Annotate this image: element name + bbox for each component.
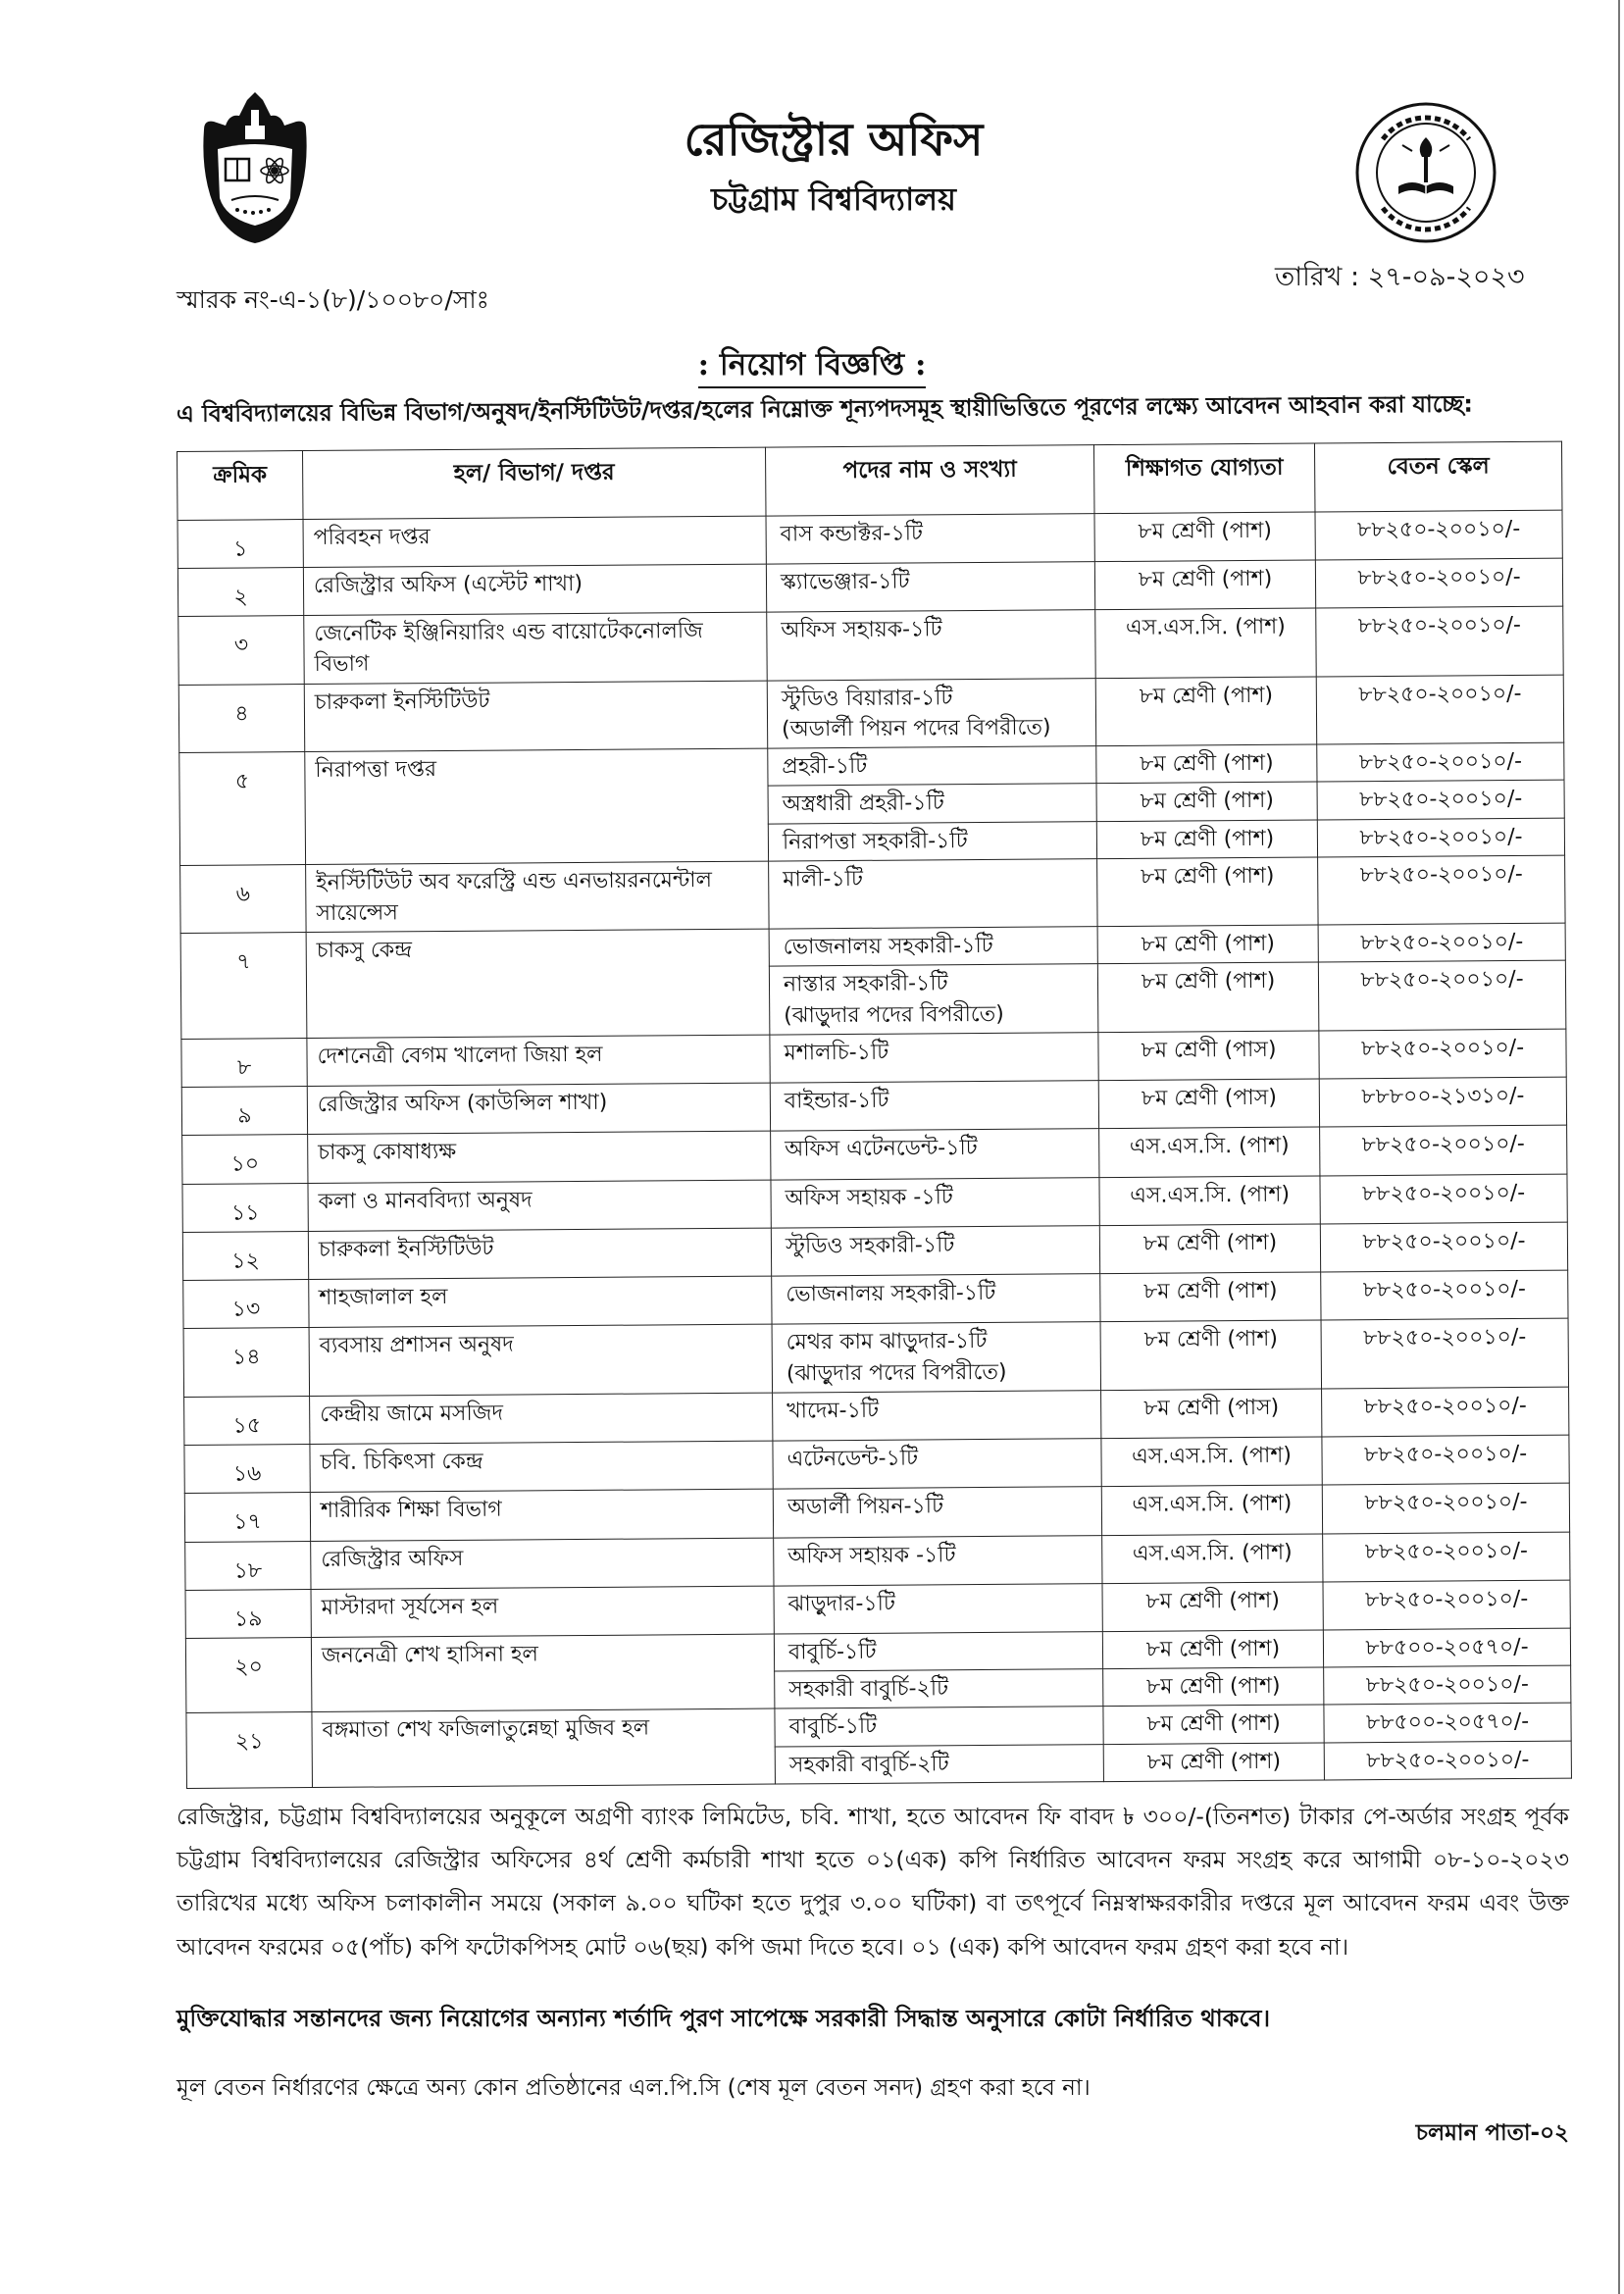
cell-office: ব্যবসায় প্রশাসন অনুষদ — [309, 1324, 772, 1396]
table-row — [178, 606, 1563, 685]
cell-qualification: ৮ম শ্রেণী (পাশ) — [1102, 1582, 1323, 1632]
cell-pay-scale: ৮৮২৫০-২০০১০/- — [1320, 1174, 1567, 1224]
cell-qualification: ৮ম শ্রেণী (পাশ) — [1094, 560, 1315, 610]
vacancy-table-body — [178, 510, 1571, 1789]
office-title: রেজিস্ট্রার অফিস — [684, 113, 984, 166]
university-name: চট্টগ্রাম বিশ্ববিদ্যালয় — [711, 180, 956, 218]
post-name: বাস কন্ডাক্টর-১টি — [780, 521, 924, 547]
post-name: অফিস সহায়ক-১টি — [781, 617, 942, 643]
cell-pay-scale: ৮৮২৫০-২০০১০/- — [1323, 1532, 1570, 1582]
university-logo — [196, 90, 314, 247]
cell-serial: ১৭ — [184, 1493, 310, 1542]
post-name: ভোজনালয় সহকারী-১টি — [786, 1281, 996, 1307]
post-name: ঝাড়ুদার-১টি — [787, 1591, 896, 1617]
cell-post — [769, 964, 1098, 1035]
cell-qualification: ৮ম শ্রেণী (পাশ) — [1096, 744, 1317, 784]
cell-office: রেজিস্ট্রার অফিস (এস্টেট শাখা) — [303, 564, 766, 616]
cell-pay-scale: ৮৮২৫০-২০০১০/- — [1319, 1029, 1566, 1079]
cell-serial: ৫ — [179, 752, 306, 866]
cell-office: জেনেটিক ইঞ্জিনিয়ারিং এন্ড বায়োটেকনোলজি বিভাগ — [304, 612, 767, 684]
cell-pay-scale: ৮৮২৫০-২০০১০/- — [1318, 961, 1566, 1031]
cell-office: রেজিস্ট্রার অফিস (কাউন্সিল শাখা) — [307, 1083, 770, 1135]
cell-post — [770, 1033, 1098, 1084]
cell-post — [771, 1177, 1099, 1228]
cell-office: পরিবহন দপ্তর — [303, 516, 766, 568]
cell-qualification: ৮ম শ্রেণী (পাশ) — [1100, 1272, 1321, 1322]
cell-serial: ৭ — [180, 933, 307, 1040]
cell-post — [775, 1669, 1103, 1709]
cell-qualification: ৮ম শ্রেণী (পাশ) — [1103, 1743, 1324, 1782]
post-name: এটেনডেন্ট-১টি — [787, 1446, 919, 1472]
cell-qualification: ৮ম শ্রেণী (পাশ) — [1097, 857, 1319, 927]
cell-qualification: ৮ম শ্রেণী (পাস) — [1101, 1389, 1322, 1439]
cell-qualification: ৮ম শ্রেণী (পাশ) — [1102, 1630, 1323, 1669]
cell-qualification: ৮ম শ্রেণী (পাস) — [1098, 1031, 1319, 1081]
cell-qualification: এস.এস.সি. (পাশ) — [1101, 1485, 1322, 1535]
cell-serial: ৮ — [181, 1038, 307, 1087]
quota-note: মুক্তিযোদ্ধার সন্তানদের জন্য নিয়োগের অন্যান্য শর্তাদি পুরণ সাপেক্ষে সরকারী সিদ্ধান্ত অনুসারে কোটা নির্ধারিত থাকবে। — [177, 2005, 1271, 2032]
cell-office: চাকসু কোষাধ্যক্ষ — [308, 1131, 771, 1183]
cell-post — [772, 1274, 1100, 1325]
post-name: সহকারী বাবুর্চি-২টি — [788, 1751, 949, 1778]
cell-post — [774, 1583, 1102, 1634]
cell-serial: ৬ — [180, 864, 307, 933]
cell-post — [768, 746, 1096, 787]
cell-pay-scale: ৮৮২৫০-২০০১০/- — [1322, 1435, 1569, 1485]
cell-post — [775, 1707, 1103, 1747]
memo-number: স্মারক নং-এ-১(৮)/১০০৮০/সাঃ — [177, 285, 489, 314]
cell-qualification: ৮ম শ্রেণী (পাশ) — [1097, 962, 1319, 1032]
cell-office: কলা ও মানববিদ্যা অনুষদ — [308, 1180, 771, 1232]
cell-post — [770, 1081, 1098, 1132]
cell-serial: ১৬ — [184, 1445, 310, 1494]
cell-pay-scale: ৮৮২৫০-২০০১০/- — [1317, 818, 1564, 857]
cell-office: ইনস্টিটিউট অব ফরেস্ট্রি এন্ড এনভায়রনমেন্টাল সায়েন্সেস — [306, 861, 769, 933]
cell-post — [773, 1439, 1101, 1490]
cell-office: চবি. চিকিৎসা কেন্দ্র — [310, 1441, 773, 1493]
cell-pay-scale: ৮৮২৫০-২০০১০/- — [1318, 923, 1565, 962]
post-name: অস্ত্রধারী প্রহরী-১টি — [782, 790, 944, 817]
post-name: বাইন্ডার-১টি — [784, 1088, 889, 1114]
application-instructions: রেজিস্ট্রার, চট্টগ্রাম বিশ্ববিদ্যালয়ের অনুকূলে অগ্রণী ব্যাংক লিমিটেড, চবি. শাখা, হতে আবেদন ফি বাবদ ৳ ৩০০/-(তিনশত) টাকার পে-অর্ডার সংগ্রহ পূর্বক চট্টগ্রাম বিশ্ববিদ্যালয়ের রেজিস্ট্রার অফিসের ৪র্থ শ্রেণী কর্মচারী শাখা হতে ০১(এক) কপি নির্ধারিত আবেদন ফরম সংগ্রহ করে আগামী ০৮-১০-২০২৩ তারিখের মধ্যে অফিস চলাকালীন সময়ে (সকাল ৯.০০ ঘটিকা হতে দুপুর ৩.০০ ঘটিকা) বা তৎপূর্বে নিম্নস্বাক্ষরকারীর দপ্তরে মূল আবেদন ফরম এবং উক্ত আবেদন ফরমের ০৫(পাঁচ) কপি ফটোকপিসহ মোট ০৬(ছয়) কপি জমা দিতে হবে। ০১ (এক) কপি আবেদন ফরম গ্রহণ করা হবে না। — [177, 1803, 1569, 1961]
post-name: নিরাপত্তা সহকারী-১টি — [782, 828, 968, 855]
university-logo-icon — [196, 90, 314, 247]
cell-serial: ১৪ — [183, 1328, 310, 1397]
cell-qualification: এস.এস.সি. (পাশ) — [1095, 608, 1317, 678]
cell-pay-scale: ৮৮২৫০-২০০১০/- — [1317, 780, 1564, 819]
cell-qualification: এস.এস.সি. (পাশ) — [1102, 1533, 1323, 1583]
post-name: বাবুর্চি-১টি — [787, 1639, 877, 1665]
post-name: নাস্তার সহকারী-১টি — [783, 971, 948, 997]
cell-serial: ১২ — [182, 1231, 308, 1280]
cell-pay-scale: ৮৮২৫০-২০০১০/- — [1322, 1387, 1569, 1437]
cell-post — [773, 1487, 1101, 1538]
seal-logo-icon — [1353, 100, 1498, 245]
cell-pay-scale: ৮৮২৫০-২০০১০/- — [1323, 1580, 1570, 1630]
cell-pay-scale: ৮৮২৫০-২০০১০/- — [1322, 1483, 1569, 1533]
cell-qualification: ৮ম শ্রেণী (পাশ) — [1095, 677, 1317, 746]
cell-serial: ৯ — [181, 1087, 307, 1136]
header-serial: ক্রমিক — [178, 451, 304, 521]
cell-pay-scale: ৮৮২৫০-২০০১০/- — [1324, 1741, 1571, 1780]
cell-serial: ১৯ — [185, 1589, 311, 1638]
post-name: মশালচি-১টি — [784, 1040, 889, 1066]
cell-post — [766, 513, 1094, 564]
cell-pay-scale: ৮৮৮০০-২১৩১০/- — [1319, 1077, 1566, 1127]
cell-serial: ১০ — [182, 1135, 308, 1184]
notice-heading-text: : নিয়োগ বিজ্ঞপ্তি : — [698, 347, 927, 388]
header-qualification: শিক্ষাগত যোগ্যতা — [1093, 443, 1315, 513]
cell-pay-scale: ৮৮২৫০-২০০১০/- — [1316, 606, 1564, 676]
cell-post — [771, 1225, 1099, 1276]
cell-pay-scale: ৮৮২৫০-২০০১০/- — [1324, 1665, 1571, 1705]
cell-pay-scale: ৮৮৫০০-২০৫৭০/- — [1324, 1704, 1571, 1743]
cell-qualification: ৮ম শ্রেণী (পাস) — [1098, 1079, 1319, 1129]
cell-serial: ২১ — [186, 1712, 313, 1788]
post-note: (অডার্লী পিয়ন পদের বিপরীতে) — [782, 715, 1051, 742]
table-row — [178, 675, 1563, 753]
post-name: স্ক্যাভেঞ্জার-১টি — [780, 569, 910, 595]
post-name: অফিস সহায়ক -১টি — [785, 1184, 953, 1211]
header-scale: বেতন স্কেল — [1314, 441, 1562, 512]
cell-post — [769, 927, 1097, 967]
post-name: অফিস সহায়ক -১টি — [787, 1542, 956, 1568]
cell-serial: ৩ — [178, 616, 305, 685]
cell-post — [767, 610, 1096, 681]
continued-page-note: চলমান পাতা-০২ — [1415, 2120, 1569, 2146]
cell-qualification: ৮ম শ্রেণী (পাশ) — [1096, 820, 1317, 859]
post-name: অফিস এটেনডেন্ট-১টি — [785, 1136, 978, 1162]
cell-office: জননেত্রী শেখ হাসিনা হল — [311, 1634, 775, 1712]
cell-post — [772, 1322, 1101, 1393]
cell-serial: ২ — [178, 567, 303, 616]
table-row — [183, 1318, 1568, 1397]
cell-post — [768, 784, 1096, 824]
table-header-row — [178, 441, 1562, 520]
vacancy-table — [177, 441, 1572, 1789]
cell-qualification: ৮ম শ্রেণী (পাশ) — [1096, 782, 1317, 821]
cell-office: চারুকলা ইনস্টিটিউট — [308, 1228, 771, 1280]
cell-pay-scale: ৮৮২৫০-২০০১০/- — [1315, 510, 1562, 560]
cell-post — [771, 1129, 1099, 1180]
vacancy-table-wrapper — [177, 441, 1572, 1789]
cell-office: নিরাপত্তা দপ্তর — [305, 748, 769, 864]
post-name: সহকারী বাবুর্চি-২টি — [788, 1676, 949, 1703]
notice-date: তারিখ : ২৭-০৯-২০২৩ — [1275, 262, 1525, 292]
cell-office: শাহজালাল হল — [309, 1276, 772, 1328]
cell-office: বঙ্গমাতা শেখ ফজিলাতুন্নেছা মুজিব হল — [312, 1709, 776, 1788]
post-name: মালী-১টি — [783, 866, 864, 892]
cell-qualification: ৮ম শ্রেণী (পাশ) — [1103, 1705, 1324, 1744]
post-name: স্টুডিও সহকারী-১টি — [785, 1233, 955, 1259]
header-office: হল/ বিভাগ/ দপ্তর — [303, 447, 766, 519]
cell-pay-scale: ৮৮২৫০-২০০১০/- — [1320, 1222, 1567, 1272]
cell-post — [774, 1632, 1102, 1672]
cell-qualification: এস.এস.সি. (পাশ) — [1101, 1437, 1322, 1487]
post-name: অডার্লী পিয়ন-১টি — [787, 1494, 944, 1520]
cell-post — [769, 858, 1098, 929]
cell-serial: ২০ — [185, 1638, 312, 1713]
cell-post — [774, 1535, 1102, 1586]
cell-pay-scale: ৮৮২৫০-২০০১০/- — [1321, 1270, 1568, 1320]
cell-office: কেন্দ্রীয় জামে মসজিদ — [310, 1393, 773, 1445]
cell-qualification: ৮ম শ্রেণী (পাশ) — [1100, 1320, 1322, 1390]
cell-serial: ১৩ — [183, 1280, 309, 1329]
cell-post — [766, 562, 1094, 613]
notice-heading — [0, 341, 1624, 392]
cell-office: রেজিস্ট্রার অফিস — [311, 1538, 774, 1590]
post-name: ভোজনালয় সহকারী-১টি — [783, 934, 993, 960]
cell-pay-scale: ৮৮২৫০-২০০১০/- — [1315, 558, 1562, 608]
table-row — [180, 855, 1565, 934]
cell-serial: ১ — [178, 519, 303, 568]
cell-serial: ১১ — [182, 1183, 308, 1232]
cell-pay-scale: ৮৮২৫০-২০০১০/- — [1321, 1318, 1569, 1388]
header-post: পদের নাম ও সংখ্যা — [765, 445, 1094, 516]
cell-pay-scale: ৮৮২৫০-২০০১০/- — [1318, 855, 1566, 925]
post-name: মেথর কাম ঝাড়ুদার-১টি — [786, 1329, 988, 1355]
post-note: (ঝাড়ুদার পদের বিপরীতে) — [786, 1359, 1007, 1387]
cell-serial: ১৮ — [185, 1541, 311, 1590]
cell-qualification: ৮ম শ্রেণী (পাশ) — [1097, 925, 1318, 964]
cell-post — [768, 821, 1096, 861]
cell-serial: ৪ — [178, 684, 305, 752]
cell-post — [775, 1744, 1103, 1784]
post-name: প্রহরী-১টি — [782, 753, 868, 780]
cell-qualification: এস.এস.সি. (পাশ) — [1099, 1176, 1320, 1226]
post-note: (ঝাড়ুদার পদের বিপরীতে) — [784, 1001, 1004, 1029]
cell-pay-scale: ৮৮২৫০-২০০১০/- — [1320, 1126, 1567, 1176]
cell-serial: ১৫ — [184, 1396, 310, 1445]
notice-intro: এ বিশ্ববিদ্যালয়ের বিভিন্ন বিভাগ/অনুষদ/ইনস্টিটিউট/দপ্তর/হলের নিম্নোক্ত শূন্যপদসমূহ স্থায়ীভিত্তিতে পূরণের লক্ষ্যে আবেদন আহবান করা যাচ্ছে: — [176, 389, 1474, 428]
cell-qualification: ৮ম শ্রেণী (পাশ) — [1099, 1224, 1320, 1274]
lpc-note: মূল বেতন নির্ধারণের ক্ষেত্রে অন্য কোন প্রতিষ্ঠানের এল.পি.সি (শেষ মূল বেতন সনদ) গ্রহণ করা হবে না। — [177, 2075, 1091, 2101]
cell-pay-scale: ৮৮৫০০-২০৫৭০/- — [1323, 1628, 1570, 1667]
post-name: খাদেম-১টি — [787, 1398, 880, 1424]
cell-qualification: ৮ম শ্রেণী (পাশ) — [1103, 1667, 1324, 1707]
cell-office: চাকসু কেন্দ্র — [306, 929, 770, 1038]
cell-qualification: ৮ম শ্রেণী (পাশ) — [1094, 512, 1315, 562]
cell-post — [767, 678, 1096, 748]
seal-logo — [1353, 100, 1498, 245]
cell-office: চারুকলা ইনস্টিটিউট — [304, 681, 767, 752]
cell-pay-scale: ৮৮২৫০-২০০১০/- — [1317, 742, 1564, 782]
post-name: স্টুডিও বিয়ারার-১টি — [781, 685, 953, 712]
cell-qualification: এস.এস.সি. (পাশ) — [1099, 1127, 1320, 1177]
cell-pay-scale: ৮৮২৫০-২০০১০/- — [1316, 675, 1564, 744]
cell-office: দেশনেত্রী বেগম খালেদা জিয়া হল — [307, 1035, 770, 1087]
cell-post — [773, 1390, 1101, 1441]
cell-office: মাস্টারদা সূর্যসেন হল — [311, 1586, 774, 1638]
cell-office: শারীরিক শিক্ষা বিভাগ — [310, 1489, 773, 1541]
post-name: বাবুর্চি-১টি — [788, 1714, 878, 1740]
